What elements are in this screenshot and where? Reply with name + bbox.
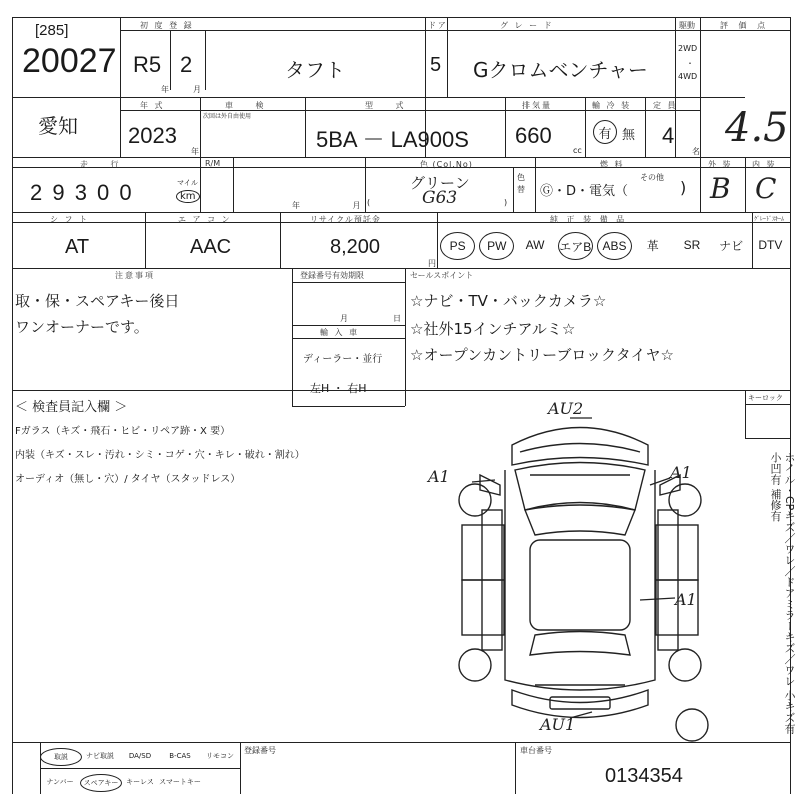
aircon-label: 輸 冷 装	[592, 101, 632, 110]
ac-label: エ ア コ ン	[178, 215, 232, 224]
interior: C	[755, 172, 777, 205]
color-label: 色 (Col.No)	[420, 160, 473, 169]
recycle-label: リサイクル預託金	[310, 215, 381, 224]
mark-au1: AU1	[540, 715, 576, 734]
fuel-label: 燃 料	[600, 160, 625, 169]
displacement: 660	[515, 123, 552, 148]
exterior-label: 外 装	[708, 160, 733, 169]
capacity: 4	[662, 123, 675, 148]
aircon-no: 無	[622, 128, 636, 143]
model: 5BA － LA900S	[316, 127, 469, 152]
inspector-audio: オーディオ（無し・穴）/ タイヤ（スタッドレス）	[15, 474, 241, 485]
equipment-item-7: ナビ	[719, 238, 744, 253]
inspector-glass: Fガラス（キズ・飛石・ヒビ・リペア跡・X 要）	[15, 426, 231, 437]
shaken-note: 次回は外自由使用	[203, 113, 252, 120]
reg-no-label: 登録番号	[244, 746, 276, 755]
first-reg-label: 初 度 登 録	[140, 21, 194, 30]
drive-4wd: 4WD	[678, 72, 698, 81]
mileage-label: 走 行	[80, 160, 129, 169]
grade-label: グ レ ー ド	[500, 21, 554, 30]
side-note: ホイル・CPキズ／ワレ／ドアミラーキズ／ワレ 小キズ有 小凹有 補修有	[769, 452, 796, 734]
doors: 5	[430, 54, 442, 76]
equipment-item-6: SR	[683, 238, 701, 252]
grade: Gクロムベンチャー	[473, 58, 648, 82]
displacement-label: 排気量	[522, 101, 552, 110]
color-change-label: 色替	[517, 173, 525, 194]
score: 4.5	[725, 105, 789, 151]
shift: AT	[65, 236, 90, 258]
aircon-yes: 有	[593, 120, 617, 144]
fuel-other: その他	[640, 173, 664, 182]
capacity-label: 定 員	[653, 101, 678, 110]
chassis-number: 0134354	[605, 765, 683, 787]
sales-line-3: ☆オープンカントリーブロックタイヤ☆	[410, 346, 674, 364]
color-code: G63	[422, 188, 458, 208]
equipment-label: 純 正 装 備 品	[550, 215, 628, 224]
lot-code: [285]	[35, 22, 69, 39]
shift-label: シ フ ト	[50, 215, 90, 224]
mark-a1-left: A1	[428, 467, 450, 486]
first-reg-month: 2	[180, 52, 193, 77]
sales-label: セールスポイント	[410, 271, 474, 280]
checklist-item-0-4: リモコン	[206, 752, 234, 760]
door-label: ドア	[428, 21, 448, 30]
import-option: ディーラー・並行	[303, 354, 383, 365]
mark-a1-side: A1	[675, 590, 697, 609]
nen-mark: 年	[161, 85, 169, 94]
checklist-item-1-0: ナンバー	[46, 778, 74, 786]
sales-line-1: ☆ナビ・TV・バックカメラ☆	[410, 292, 607, 310]
keybox-label: キーロック	[748, 394, 783, 402]
equipment-item-1: PW	[479, 232, 514, 260]
lot-number: 20027	[22, 42, 117, 80]
expiry-month: 月	[340, 314, 348, 323]
checklist-item-1-1: スペアキー	[80, 774, 122, 792]
checklist-item-0-2: DA/SD	[128, 752, 152, 760]
fuel-options: Ⓖ・D・電気（	[540, 184, 629, 199]
exterior: B	[710, 172, 731, 205]
kit-label: ｸﾞﾚｰﾄﾞｽｷｰﾑ	[754, 216, 785, 223]
notice-line-2: ワンオーナーです。	[15, 318, 149, 336]
equipment-list	[437, 222, 790, 268]
drive-label: 駆動	[679, 21, 695, 30]
equipment-item-8: DTV	[758, 238, 783, 252]
equipment-item-2: AW	[525, 238, 545, 252]
expiry-day: 日	[393, 314, 401, 323]
sales-line-2: ☆社外15インチアルミ☆	[410, 320, 576, 338]
equipment-item-4: ABS	[597, 232, 632, 260]
shaken-label: 車 検	[225, 101, 274, 110]
model-label: 型 式	[365, 101, 414, 110]
checklist-item-1-3: スマートキー	[159, 778, 201, 786]
checklist-item-1-2: キーレス	[126, 778, 154, 786]
mileage: 2 9 3 0 0	[30, 180, 134, 205]
inspector-title: ＜ 検査員記入欄 ＞	[15, 400, 128, 415]
recycle-unit: 円	[428, 259, 436, 268]
handle-option: 左H ・ 右H	[310, 382, 367, 395]
mark-a1-right: A1	[670, 463, 692, 482]
expiry-label: 登録番号有効期限	[300, 271, 364, 280]
interior-label: 内 装	[752, 160, 777, 169]
color: グリーン	[410, 174, 470, 192]
equipment-item-3: エアB	[558, 232, 593, 260]
score-label: 評 価 点	[720, 21, 770, 30]
displacement-unit: cc	[573, 146, 582, 155]
import-label: 輸 入 車	[320, 328, 360, 337]
year-unit: 年	[191, 147, 199, 156]
checklist-item-0-3: B-CAS	[169, 752, 191, 760]
mileage-unit-km: km	[176, 190, 200, 203]
notice-line-1: 取・保・スペアキー後日	[15, 292, 180, 310]
checklist-item-0-1: ナビ取説	[86, 752, 114, 760]
mileage-unit-mile: マイル	[177, 179, 198, 187]
first-reg-era: R5	[133, 52, 162, 77]
equipment-checklist	[40, 742, 240, 794]
replace-label: R/M	[205, 159, 221, 168]
checklist-item-0-0: 取説	[40, 748, 82, 766]
notice-label: 注意事項	[115, 271, 155, 280]
year: 2023	[128, 123, 177, 148]
equipment-item-5: 革	[646, 238, 659, 253]
ac: AAC	[190, 236, 232, 258]
chassis-label: 車台番号	[520, 746, 552, 755]
region: 愛知	[38, 114, 78, 138]
equipment-item-0: PS	[440, 232, 475, 260]
recycle: 8,200	[330, 236, 381, 258]
drive-2wd: 2WD	[678, 44, 698, 53]
date-label: 年 月	[292, 201, 361, 210]
capacity-unit: 名	[692, 147, 700, 156]
year-label: 年 式	[140, 101, 165, 110]
car-name: タフト	[285, 58, 345, 82]
mark-au2: AU2	[548, 400, 584, 418]
inspector-interior: 内装（キズ・スレ・汚れ・シミ・コゲ・穴・キレ・破れ・割れ）	[15, 450, 305, 461]
tsuki-mark: 月	[193, 85, 201, 94]
car-diagram	[420, 400, 740, 745]
